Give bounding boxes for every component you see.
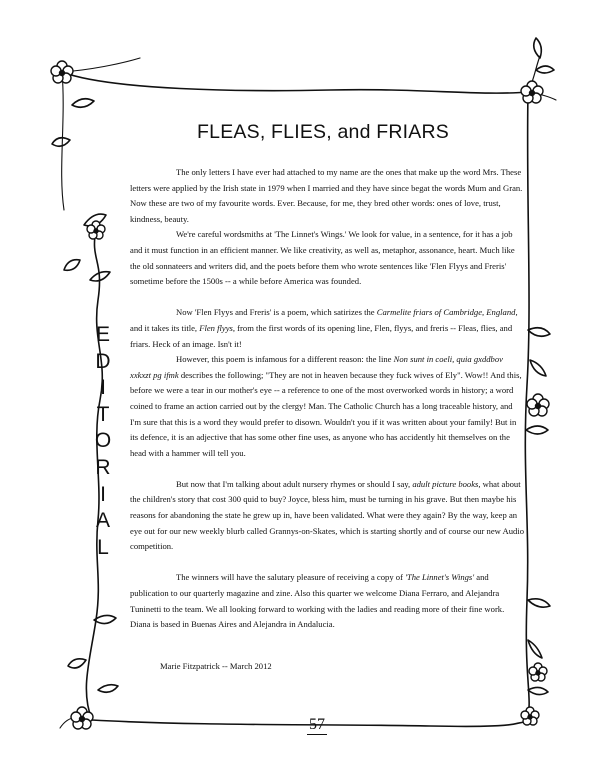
side-title-letter: O <box>94 429 112 453</box>
side-title-letter: L <box>97 535 109 559</box>
text-run: describes the following; "They are not in heaven because they fuck wives of Ely". Wow!! And this, before we were a tear in our mother's eye -- a reference to one of the most overworked words in history; a word coined to frame an action carried out by the clergy! Man. The Catholic Church has a long traceable history, and I'm sure that this is a word they would prefer to disown. Wouldn't you if it was written about your family! But in its defence, it is an adjective that has some other fine uses, as anyone who has accidently hit themselves on the head with a hammer will tell you. <box>130 369 522 458</box>
text-run: However, this poem is infamous for a different reason: the line <box>176 354 394 365</box>
text-run: Now 'Flen Flyys and Freris' is a poem, which satirizes the <box>176 307 377 318</box>
body-paragraph <box>130 165 525 227</box>
body-paragraph <box>130 477 525 555</box>
text-run: , what about the children's story that cost 300 quid to buy? Joyce, bless him, must be turning in his grave. But then maybe his reasons for abandoning the state he grew up in, have been validated. What were they again? By the way, keep an eye out for our new weekly blurb called Grannys-on-Skates, which is starting shortly and of course our new Audio competition. <box>130 478 525 552</box>
text-run: But now that I'm talking about adult nursery rhymes or should I say, <box>176 478 413 489</box>
side-title-letter: A <box>95 509 110 533</box>
side-title-letter: T <box>96 402 110 426</box>
side-title-letter: D <box>95 349 111 373</box>
italic-text: Flen flyys <box>199 322 233 333</box>
body-paragraph <box>130 227 525 289</box>
italic-text: adult picture books <box>412 478 479 489</box>
side-title-editorial <box>91 322 115 561</box>
body-paragraph <box>130 570 525 632</box>
italic-text: 'The Linnet's Wings' <box>405 572 475 583</box>
text-run: , from the first words of its opening line, Flen, flyys, and freris -- Fleas, flies, and friars. Heck of an image. Isn't it! <box>130 322 513 349</box>
italic-text: Non sunt in coeli, quia gxddbov xxkxzt pg ifmk <box>130 354 503 380</box>
side-title-letter: I <box>100 482 106 506</box>
side-title-letter: I <box>100 376 106 400</box>
text-run: The winners will have the salutary pleasure of receiving a copy of <box>176 572 406 583</box>
body-paragraph <box>130 305 525 352</box>
body-paragraph <box>130 352 525 461</box>
side-title-letter: R <box>95 455 111 479</box>
editorial-body <box>130 165 525 633</box>
text-run: We're careful wordsmiths at 'The Linnet's Wings.' We look for value, in a sentence, for it has a job and it must function in an efficient manner. We like creativity, as well as, metaphor, assonance, heart. Much like the old sonnateers and writers did, and the poets before them who wrote sentences like 'Flen Flyys and Freris' sometime before the 1500s -- a while before America was founded. <box>130 229 515 287</box>
italic-text: Carmelite friars of Cambridge, England <box>376 307 516 318</box>
text-run: and publication to our quarterly magazine and zine. Also this quarter we welcome Diana Ferraro, and Alejandra Tuninetti to the team. We all looking forward to working with the ladies and reading more of their fine work. Diana is based in Buenas Aires and Alejandra in Andalucia. <box>130 572 505 630</box>
page-number: 57 <box>309 716 325 733</box>
side-title-letter: E <box>95 323 110 346</box>
page-title: FLEAS, FLIES, and FRIARS <box>197 121 449 143</box>
text-run: The only letters I have ever had attached to my name are the ones that make up the word Mrs. These letters were applied by the Irish state in 1979 when I married and they have since begat the words Mum and Gran. Now these are two of my favourite words. Ever. Because, for me, they bred other words: ones of love, trust, kindness, beauty. <box>130 167 523 224</box>
author-signature: Marie Fitzpatrick -- March 2012 <box>160 661 272 671</box>
text-run: , and it takes its title, <box>130 307 518 333</box>
